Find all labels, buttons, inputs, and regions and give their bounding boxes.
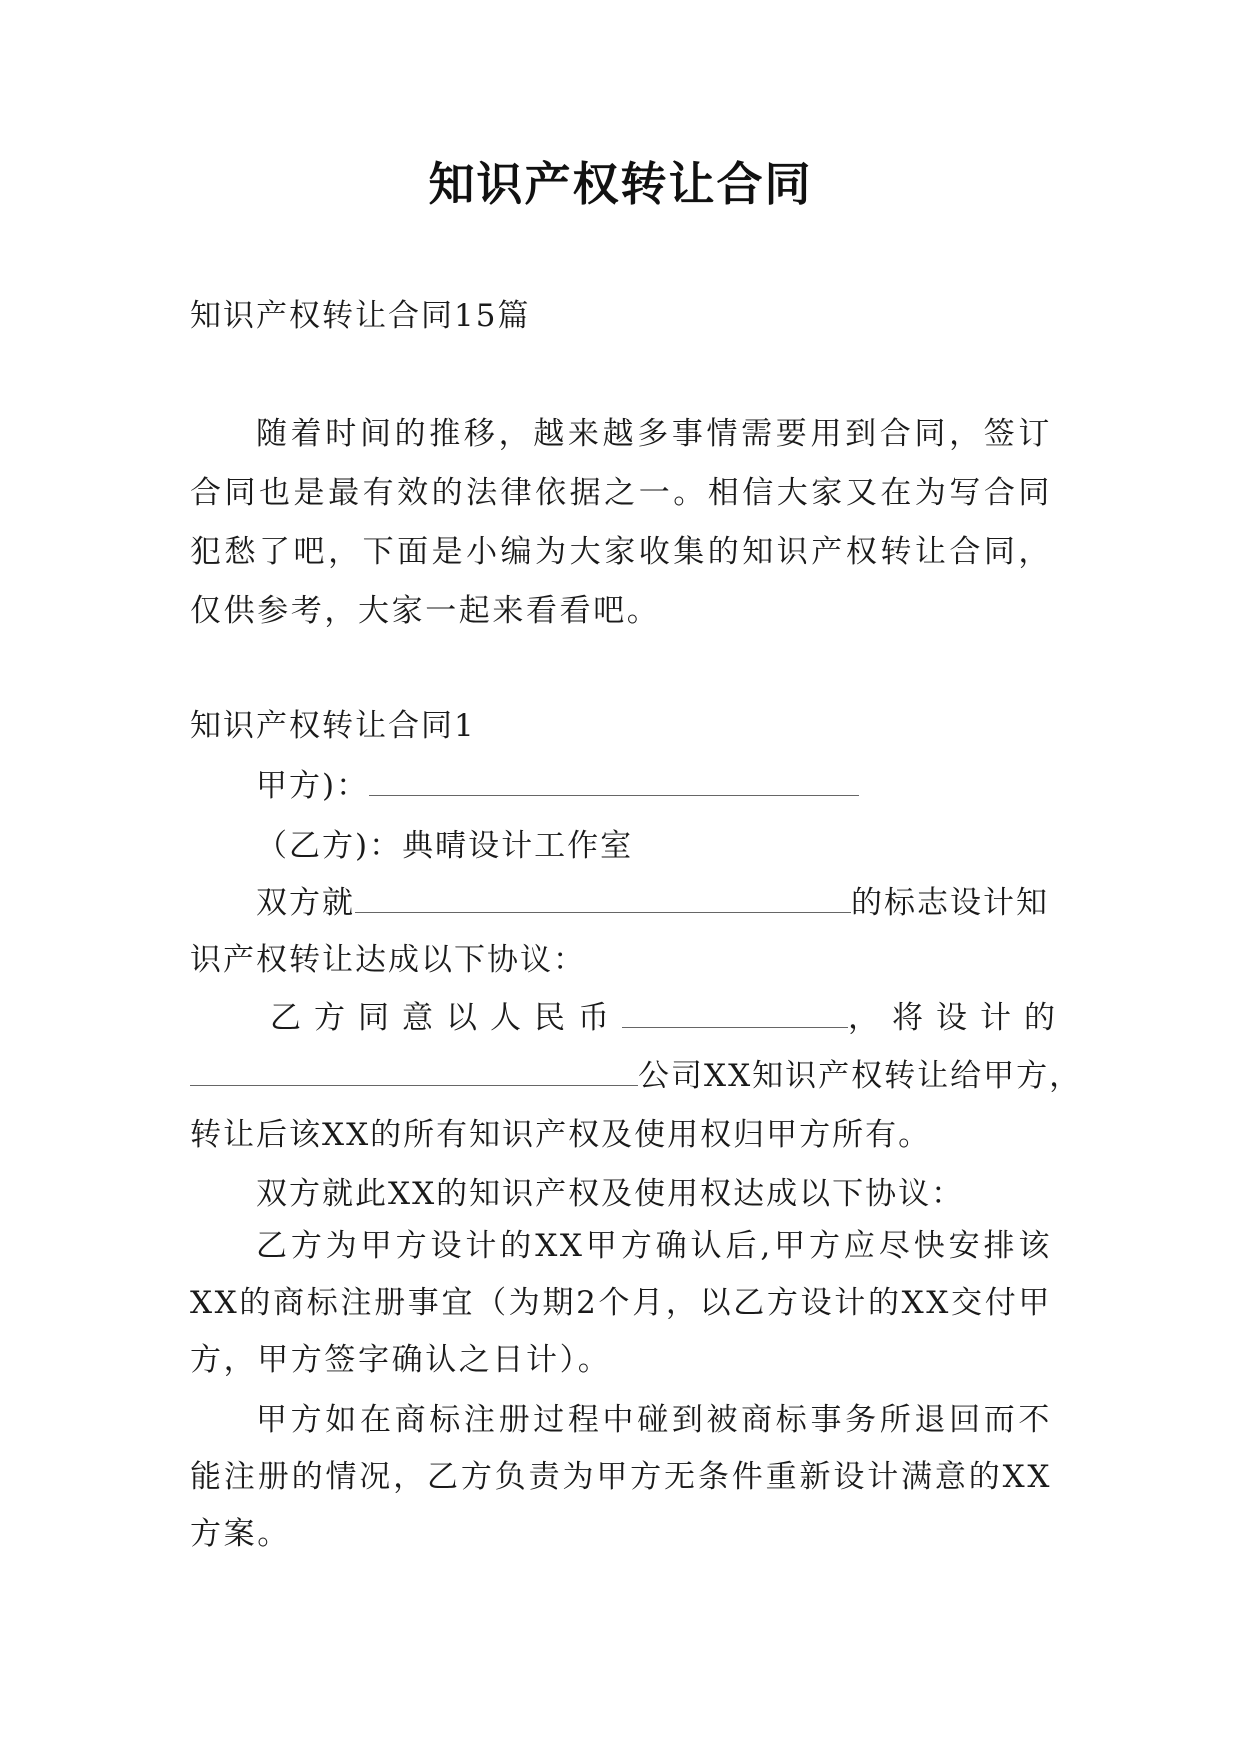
party-a-line — [256, 760, 859, 805]
agreement-prefix: 双方就 — [256, 885, 355, 921]
document-title: 知识产权转让合同 — [428, 157, 813, 211]
design-paragraph: 乙方为甲方设计的XX甲方确认后,甲方应尽快安排该XX的商标注册事宜（为期2个月，以乙方设计的XX交付甲方，甲方签字确认之日计）。 — [190, 1228, 1052, 1378]
company-suffix: 公司XX知识产权转让给甲方， — [638, 1058, 1083, 1094]
document-subtitle: 知识产权转让合同15篇 — [190, 298, 531, 334]
party-a-blank — [369, 769, 859, 796]
agree-paragraph: 双方就此XX的知识产权及使用权达成以下协议： — [256, 1176, 965, 1212]
price-blank — [622, 1001, 848, 1028]
transfer-line: 转让后该XX的所有知识产权及使用权归甲方所有。 — [190, 1117, 932, 1153]
agreement-suffix: 的标志设计知 — [851, 885, 1049, 921]
price-prefix: 乙方同意以人民币 — [270, 1000, 622, 1036]
agreement-blank — [355, 886, 851, 913]
price-line — [270, 992, 1068, 1037]
agreement-line — [256, 877, 1049, 922]
party-a-label: 甲方)： — [256, 768, 370, 804]
party-b-line: （乙方)：典晴设计工作室 — [256, 828, 634, 864]
reject-paragraph: 甲方如在商标注册过程中碰到被商标事务所退回而不能注册的情况，乙方负责为甲方无条件重新设计满意的XX方案。 — [190, 1402, 1052, 1552]
agreement-line-2: 识产权转让达成以下协议： — [190, 942, 586, 978]
price-suffix: ，将设计的 — [848, 1000, 1068, 1036]
intro-paragraph: 随着时间的推移，越来越多事情需要用到合同，签订合同也是最有效的法律依据之一。相信大家又在为写合同犯愁了吧，下面是小编为大家收集的知识产权转让合同，仅供参考，大家一起来看看吧。 — [190, 416, 1052, 629]
company-line — [190, 1050, 1082, 1095]
section-title: 知识产权转让合同1 — [190, 708, 476, 744]
company-blank — [190, 1059, 638, 1086]
